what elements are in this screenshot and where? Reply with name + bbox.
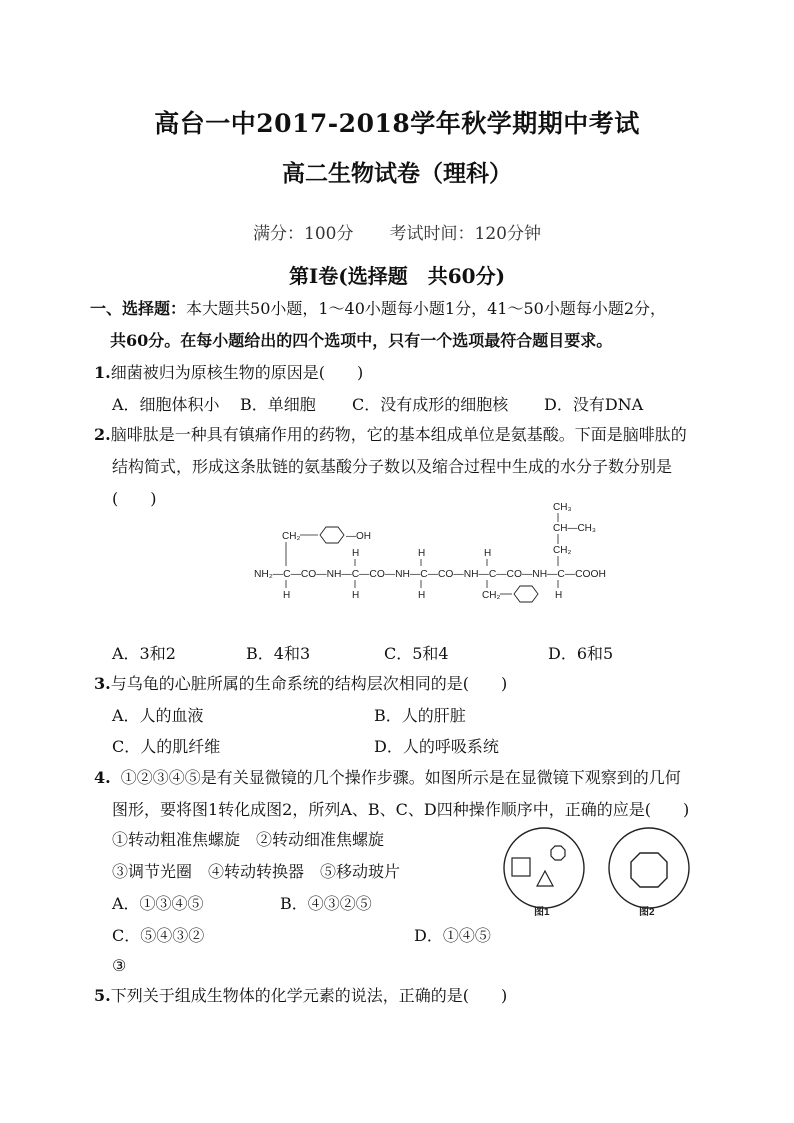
question-2-stem-2: 结构简式，形成这条肽链的氨基酸分子数以及缩合过程中生成的水分子数分别是 [112,457,673,476]
question-3-number: 3. [94,674,111,693]
octagon-enlarged-shape [631,853,667,887]
formula-ch2-phe: CH₂ [482,590,501,601]
exam-title: 高台一中2017-2018学年秋学期期中考试 [154,109,640,138]
question-4-text-1: ①②③④⑤是有关显微镜的几个操作步骤。如图所示是在显微镜下观察到的几何 [120,768,681,787]
q1-option-d: D．没有DNA [544,395,644,414]
formula-h-top-3: H [418,548,426,559]
q2-option-a: A．3和2 [112,644,176,663]
q4-option-d: D．①④⑤ [414,926,491,945]
q1-option-b: B．单细胞 [240,395,316,414]
instructions-lead: 一、选择题： [90,299,187,318]
question-4-steps-2: ③调节光圈 ④转动转换器 ⑤移动玻片 [112,862,401,881]
formula-ch-ch3: CH—CH₃ [553,523,596,534]
formula-oh: —OH [346,531,371,542]
question-4-stem-1 [94,767,681,789]
formula-h-bottom-5: H [555,590,563,601]
triangle-shape [537,871,553,886]
figure-2 [609,828,689,918]
question-5-number: 5. [94,986,111,1005]
instructions-text-1: 本大题共50小题，1～40小题每小题1分，41～50小题每小题2分， [186,299,666,318]
question-5-text: 下列关于组成生物体的化学元素的说法，正确的是( ) [110,986,508,1005]
instructions-line-1 [90,298,666,320]
question-4-steps-1: ①转动粗准焦螺旋 ②转动细准焦螺旋 [112,830,385,849]
question-4-stem-2: 图形，要将图1转化成图2，所列A、B、C、D四种操作顺序中，正确的应是( ) [112,800,690,819]
formula-h-bottom-2: H [352,590,360,601]
q3-option-d: D．人的呼吸系统 [374,737,499,756]
formula-h-top-2: H [352,548,360,559]
microscope-figures [500,826,696,922]
q1-option-c: C．没有成形的细胞核 [352,395,509,414]
formula-h-bottom-1: H [283,590,291,601]
instructions-line-2 [110,330,612,352]
q3-option-a: A．人的血液 [112,706,204,725]
formula-h-bottom-3: H [418,590,426,601]
question-4-number: 4. [94,768,111,787]
q2-option-b: B．4和3 [246,644,311,663]
formula-ch2-left: CH₂ [282,531,301,542]
figure-2-label: 图2 [639,907,655,918]
question-2-stem-3: ( ) [112,489,157,508]
q3-option-c: C．人的肌纤维 [112,737,221,756]
q4-option-b: B．④③②⑤ [280,894,372,913]
question-2-stem-1 [94,424,687,446]
q4-option-a: A．①③④⑤ [112,894,204,913]
q4-option-c: C．⑤④③② [112,926,205,945]
question-5-stem [94,985,507,1007]
full-score: 满分：100分 [253,224,354,244]
q4-option-d-wrap: ③ [112,956,127,975]
exam-subtitle: 高二生物试卷（理科） [282,160,512,187]
q2-option-d: D．6和5 [548,644,614,663]
question-3-stem [94,673,507,695]
formula-ch3-top: CH₃ [553,502,572,513]
formula-ch2-right: CH₂ [553,545,572,556]
instructions-text-2a: 共60分。 [110,331,181,350]
octagon-shape [551,846,565,860]
formula-h-top-4: H [484,548,492,559]
question-1-text: 细菌被归为原核生物的原因是( ) [110,363,364,382]
question-2-text-1: 脑啡肽是一种具有镇痛作用的药物，它的基本组成单位是氨基酸。下面是脑啡肽的 [110,425,687,444]
q2-option-c: C．5和4 [384,644,449,663]
square-shape [512,858,530,876]
figure-1 [504,828,584,918]
figure-1-label: 图1 [534,907,550,918]
question-3-text: 与乌龟的心脏所属的生命系统的结构层次相同的是( ) [110,674,508,693]
q1-option-a: A．细胞体积小 [112,395,220,414]
section-heading: 第Ⅰ卷(选择题 共60分) [288,264,506,288]
question-1-stem [94,362,363,384]
exam-info [0,219,794,244]
enkephalin-structural-formula [250,496,610,608]
q3-option-b: B．人的肝脏 [374,706,466,725]
question-1-number: 1. [94,363,111,382]
formula-main-chain: NH₂—C—CO—NH—C—CO—NH—C—CO—NH—C—CO—NH—C—COOH [254,569,606,580]
question-2-number: 2. [94,425,111,444]
exam-time: 考试时间：120分钟 [389,224,541,244]
instructions-text-2b: 在每小题给出的四个选项中，只有一个选项最符合题目要求。 [180,331,613,350]
